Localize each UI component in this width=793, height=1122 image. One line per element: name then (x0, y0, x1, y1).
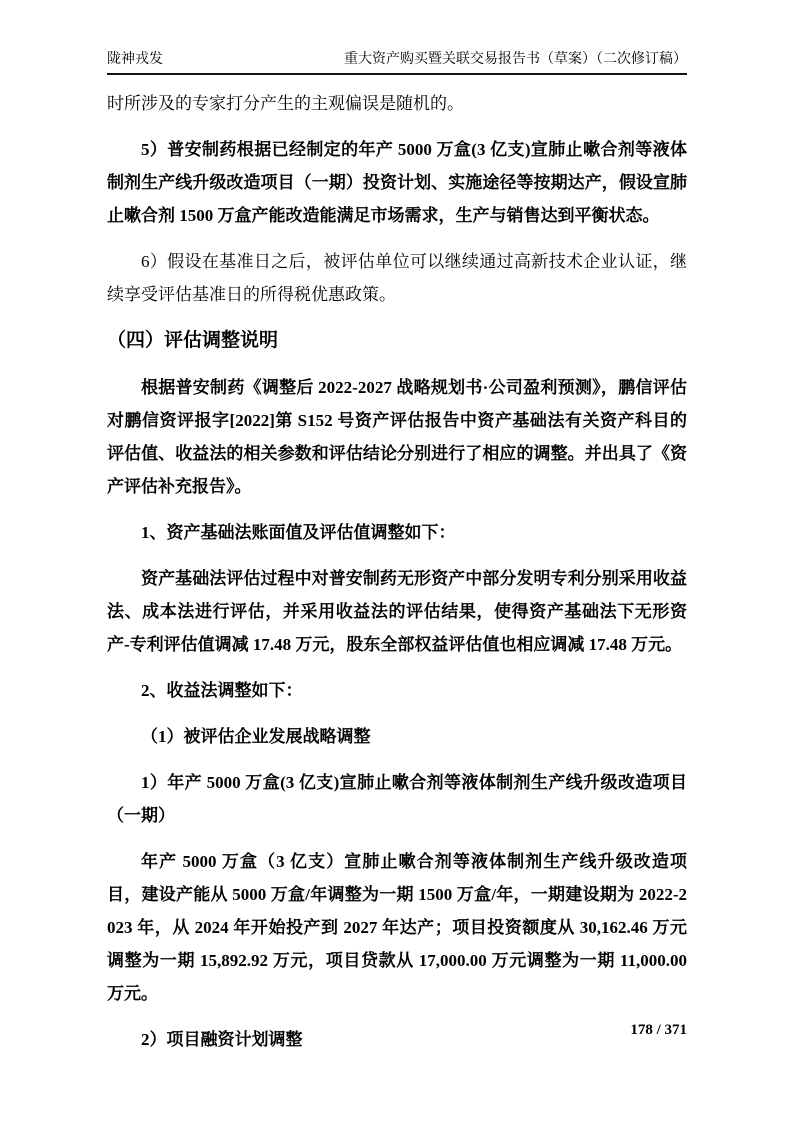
paragraph: 6）假设在基准日之后，被评估单位可以继续通过高新技术企业认证，继续享受评估基准日的所得税优惠政策。 (107, 252, 687, 304)
paragraph: 1、资产基础法账面值及评估值调整如下： (141, 523, 456, 542)
document-body (107, 87, 687, 1069)
page-number: 178 / 371 (630, 1022, 687, 1038)
paragraph: 根据普安制药《调整后 2022-2027 战略规划书·公司盈利预测》，鹏信评估对鹏信资评报字[2022]第 S152 号资产评估报告中资产基础法有关资产科目的评估值、收益法的相关参数和评估结论分别进行了相应的调整。并出具了《资产评估补充报告》。 (107, 378, 687, 496)
header-company-name: 陇神戎发 (107, 52, 163, 67)
paragraph: 时所涉及的专家打分产生的主观偏误是随机的。 (107, 94, 464, 113)
header-document-title: 重大资产购买暨关联交易报告书（草案）（二次修订稿） (344, 52, 687, 67)
paragraph: 5）普安制药根据已经制定的年产 5000 万盒(3 亿支)宣肺止嗽合剂等液体制剂生产线升级改造项目（一期）投资计划、实施途径等按期达产，假设宣肺止嗽合剂 1500 万盒产能改造能满足市场需求，生产与销售达到平衡状态。 (107, 140, 687, 225)
paragraph: 年产 5000 万盒（3 亿支）宣肺止嗽合剂等液体制剂生产线升级改造项目，建设产能从 5000 万盒/年调整为一期 1500 万盒/年，一期建设期为 2022-2023 年，从 2024 年开始投产到 2027 年达产；项目投资额度从 30,162.46 万元调整为一期 15,892.92 万元，项目贷款从 17,000.00 万元调整为一期 11,000.00 万元。 (107, 852, 687, 1003)
paragraph: 1）年产 5000 万盒(3 亿支)宣肺止嗽合剂等液体制剂生产线升级改造项目（一期） (107, 773, 687, 825)
paragraph: 2）项目融资计划调整 (141, 1030, 303, 1049)
page-header (107, 50, 687, 75)
paragraph: （1）被评估企业发展战略调整 (141, 727, 371, 746)
paragraph: 2、收益法调整如下： (141, 681, 303, 700)
paragraph: 资产基础法评估过程中对普安制药无形资产中部分发明专利分别采用收益法、成本法进行评估，并采用收益法的评估结果，使得资产基础法下无形资产-专利评估值调减 17.48 万元，股东全部权益评估值也相应调减 17.48 万元。 (107, 569, 687, 654)
section-heading: （四）评估调整说明 (107, 330, 279, 351)
